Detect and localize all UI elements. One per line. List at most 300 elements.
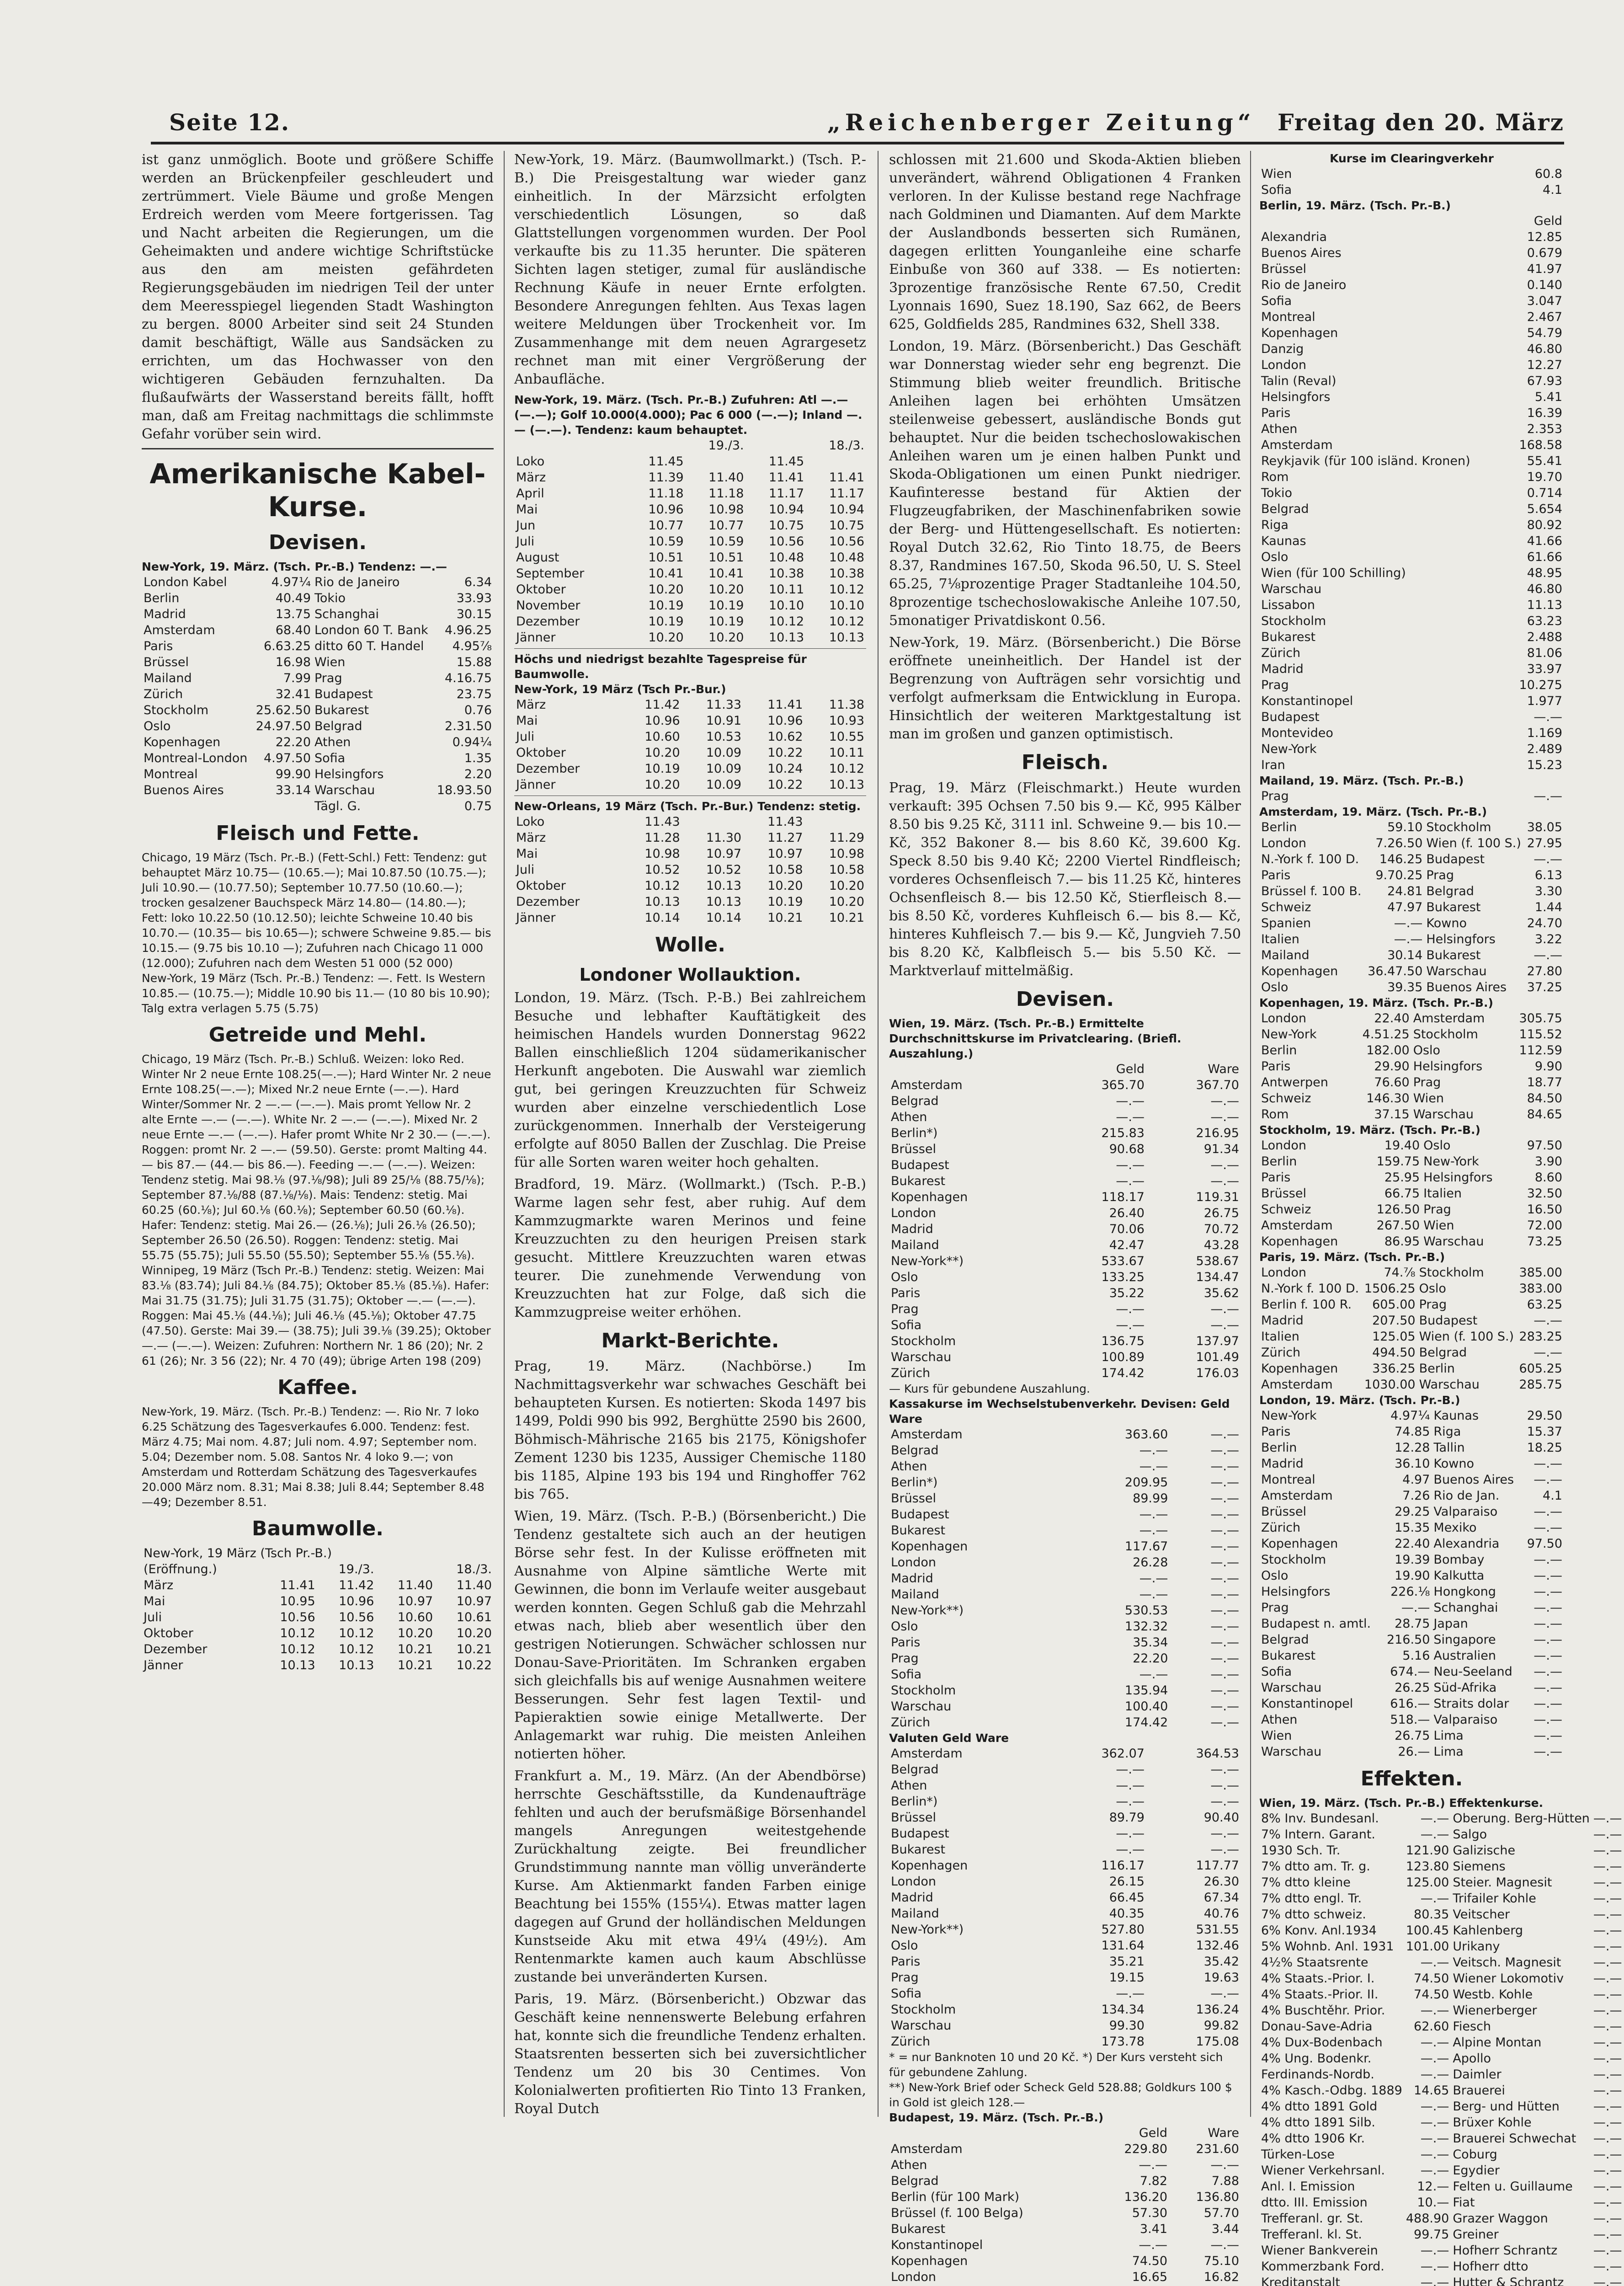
- table-cell: 616.—: [1390, 1697, 1430, 1711]
- table-cell: Madrid: [1261, 1314, 1304, 1328]
- table-cell: Montreal: [1261, 310, 1315, 324]
- table-cell: [686, 454, 746, 470]
- bw-ny-header: New-York, 19. März. (Tsch. Pr.-B.) Zufuhren: Atl —.— (—.—); Golf 10.000(4.000); Pac 6 000 (—.—); Inland —.— (—.—). Tendenz: kaum behauptet.: [514, 393, 863, 437]
- hochst-ny: New-York, 19 März (Tsch Pr.-Bur.): [514, 683, 726, 696]
- table-cell: Lissabon: [1261, 598, 1315, 612]
- col-head: Ware: [1208, 2126, 1239, 2140]
- table-cell: 60.8: [1534, 167, 1562, 181]
- table-cell: 364.53: [1196, 1747, 1239, 1761]
- table-row: [1259, 1616, 1564, 1632]
- table-cell: Süd-Afrika: [1433, 1681, 1497, 1695]
- table-row: [889, 1109, 1241, 1125]
- table-row: [514, 582, 866, 598]
- table-cell: 10.75: [829, 518, 864, 533]
- table-row: [514, 894, 866, 910]
- table-cell: Brüssel: [144, 655, 189, 669]
- table-cell: Wiener Lokomotiv: [1453, 1971, 1564, 1986]
- section-title-baumwolle: Baumwolle.: [252, 1517, 383, 1540]
- table-cell: 6.34: [464, 575, 492, 589]
- table-cell: Stockholm: [1261, 614, 1326, 628]
- table-cell: 531.55: [1196, 1923, 1239, 1937]
- table-cell: Bukarest: [1261, 1649, 1316, 1663]
- table-cell: 0.75: [464, 799, 492, 813]
- table-row: [889, 1586, 1241, 1602]
- table-cell: Galizische: [1453, 1843, 1516, 1858]
- table-cell: —.—: [1593, 2163, 1622, 2178]
- table-cell: 99.90: [275, 767, 311, 781]
- table-cell: —.—: [1533, 1346, 1562, 1360]
- table-cell: —.—: [1593, 1987, 1622, 2002]
- table-cell: 8% Inv. Bundesanl.: [1261, 1811, 1379, 1826]
- table-cell: London: [891, 2270, 936, 2284]
- table-row: [1259, 2243, 1451, 2259]
- table-row: [1259, 1696, 1564, 1712]
- table-cell: Berlin: [1261, 1441, 1297, 1455]
- getreide-chicago: Chicago, 19 März (Tsch. Pr.-B.) Schluß. Weizen: loko Red. Winter Nr 2 neue Ernte 108.25(—.—); Hard Winter Nr. 2 neue Ernte 108.25(—.—); Mixed Nr.2 neue Ernte (—.—). Hard Winter/Sommer Nr. 2 —.— (—.—). Mais promt Yellow Nr. 2 alte Ernte —.— (—.—). White Nr. 2 —.— (—.—). Mixed Nr. 2 neue Ernte —.— (—.—). Hafer promt White Nr 2 30.— (—.—). Roggen: promt Nr. 2 —.— (59.50). Gerste: promt Malting 44.— bis 87.— (44.— bis 86.—). Feeding —.— (—.—). Weizen: Tendenz stetig. Mai 98.⅛ (97.⅛/98); Juli 89 25/⅛ (88.75/⅛); September 87.⅛/88 (87.⅛/⅛). Mais: Tendenz: stetig. Mai 60.25 (60.⅛); Jul 60.⅛ (60.⅛); September 60.50 (60.⅛). Hafer: Tendenz: stetig. Mai 26.— (26.⅛); Juli 26.⅛ (26.50); September 26.50 (26.50). Roggen: Tendenz: stetig. Mai 55.75 (55.75); Juli 55.50 (55.50); September 55.⅛ (55.⅛).: [142, 1052, 491, 1262]
- table-row: [514, 777, 866, 793]
- table-cell: Oslo: [891, 1270, 918, 1284]
- table-row: [514, 630, 866, 646]
- table-cell: Jänner: [144, 1658, 183, 1672]
- table-cell: 14.65: [1414, 2083, 1449, 2098]
- table-cell: —.—: [1210, 1619, 1239, 1634]
- table-cell: 11.39: [648, 470, 684, 485]
- table-cell: —.—: [1401, 1601, 1430, 1615]
- table-cell: Belgrad: [891, 1094, 939, 1108]
- table-cell: Oslo: [1413, 1043, 1441, 1058]
- table-row: [1259, 245, 1564, 261]
- table-row: [889, 1762, 1241, 1778]
- table-cell: 12.85: [1527, 230, 1562, 244]
- table-cell: 10.55: [829, 730, 864, 744]
- table-row: [142, 798, 494, 814]
- table-cell: Wienerberger: [1453, 2003, 1537, 2018]
- table-cell: —.—: [1210, 1302, 1239, 1316]
- table-cell: 10.52: [644, 863, 680, 877]
- table-row: [1259, 1859, 1451, 1875]
- table-row: [889, 1970, 1241, 1986]
- table-cell: —.—: [1210, 1603, 1239, 1618]
- table-row: [889, 1333, 1241, 1349]
- table-cell: 84.65: [1527, 1107, 1562, 1122]
- kopenhagen-header: Kopenhagen, 19. März. (Tsch. Pr.-B.): [1259, 996, 1493, 1009]
- table-cell: —.—: [1593, 2003, 1622, 2018]
- table-cell: —.—: [1593, 2227, 1622, 2242]
- table-cell: Brauerei: [1453, 2083, 1505, 2098]
- table-cell: 10.97: [456, 1594, 492, 1608]
- paris-header: Paris, 19. März. (Tsch. Pr.-B.): [1259, 1250, 1445, 1264]
- table-row: [1259, 261, 1564, 277]
- table-cell: Straits dolar: [1433, 1697, 1509, 1711]
- table-cell: —.—: [1420, 2003, 1449, 2018]
- table-cell: Wiener Bankverein: [1261, 2243, 1378, 2258]
- table-row: [142, 606, 494, 622]
- table-row: [1259, 1584, 1564, 1600]
- table-cell: 136.80: [1196, 2190, 1239, 2204]
- table-row: [1259, 533, 1564, 549]
- table-row: [1259, 1440, 1564, 1456]
- table-cell: 74.50: [1414, 1987, 1449, 2002]
- table-cell: —.—: [1116, 1318, 1145, 1332]
- table-cell: [142, 798, 252, 814]
- table-row: [889, 2269, 1241, 2285]
- table-cell: 100.45: [1406, 1923, 1449, 1938]
- table-cell: Wien: [1261, 1729, 1292, 1743]
- table-cell: —.—: [1210, 1779, 1239, 1793]
- table-row: [1259, 1536, 1564, 1552]
- table-cell: 26.75: [1395, 1729, 1430, 1743]
- table-cell: 207.50: [1372, 1314, 1416, 1328]
- table-cell: Wien: [1261, 167, 1292, 181]
- table-cell: 24.81: [1387, 884, 1423, 898]
- table-cell: Bukarest: [891, 1174, 946, 1188]
- table-cell: —.—: [1139, 2238, 1168, 2252]
- table-cell: 12.—: [1417, 2179, 1449, 2194]
- table-cell: 10.—: [1417, 2195, 1449, 2210]
- table-cell: 10.97: [397, 1594, 433, 1608]
- table-row: [1259, 1712, 1564, 1728]
- table-cell: —.—: [1420, 2147, 1449, 2162]
- table-cell: 40.35: [1109, 1907, 1145, 1921]
- table-row: [1451, 1971, 1624, 1987]
- table-row: [889, 1634, 1241, 1650]
- table-row: [1259, 613, 1564, 629]
- table-cell: Anl. I. Emission: [1261, 2179, 1355, 2194]
- table-cell: 6.13: [1534, 868, 1562, 882]
- table-cell: 10.12: [339, 1626, 374, 1640]
- table-cell: Mai: [516, 847, 538, 861]
- table-cell: Warschau: [891, 1699, 952, 1714]
- table-row: [1259, 2051, 1451, 2067]
- table-row: [1451, 2099, 1624, 2115]
- table-cell: Zürich: [891, 1715, 931, 1730]
- baumwolle-head: (Eröffnung.): [144, 1562, 217, 1576]
- table-cell: 7.99: [283, 671, 311, 685]
- table-cell: 10.19: [708, 598, 744, 613]
- table-cell: Brüssel: [1261, 1505, 1306, 1519]
- table-cell: —.—: [1533, 1473, 1562, 1487]
- table-cell: —.—: [1420, 2243, 1449, 2258]
- table-row: [514, 486, 866, 502]
- table-cell: Jänner: [516, 778, 556, 792]
- table-cell: 7% dtto engl. Tr.: [1261, 1891, 1362, 1906]
- table-cell: 76.60: [1374, 1075, 1410, 1090]
- table-cell: —.—: [1210, 1094, 1239, 1108]
- table-cell: 36.10: [1395, 1457, 1430, 1471]
- table-row: [889, 1269, 1241, 1285]
- table-row: [1451, 2259, 1624, 2275]
- table-row: [1259, 1218, 1564, 1234]
- table-row: [1259, 963, 1564, 979]
- table-row: [889, 1221, 1241, 1237]
- table-row: [514, 550, 866, 566]
- table-row: [1451, 2131, 1624, 2147]
- table-cell: Schweiz: [1261, 1202, 1311, 1217]
- table-cell: 10.12: [644, 879, 680, 893]
- table-cell: [806, 454, 866, 470]
- table-cell: Kopenhagen: [1261, 964, 1338, 978]
- table-cell: 11.29: [829, 831, 864, 845]
- table-cell: —.—: [1533, 1665, 1562, 1679]
- table-cell: Rio de Janeiro: [314, 575, 400, 589]
- table-cell: Bukarest: [1426, 900, 1481, 914]
- table-row: [142, 734, 494, 750]
- table-cell: Zürich: [891, 1366, 931, 1380]
- table-cell: Belgrad: [891, 1443, 939, 1458]
- table-cell: 11.13: [1527, 598, 1562, 612]
- table-cell: Belgrad: [891, 1763, 939, 1777]
- table-cell: 10.61: [456, 1610, 492, 1624]
- table-cell: 10.96: [339, 1594, 374, 1608]
- baumwolle-report: New-York, 19. März. (Baumwollmarkt.) (Tsch. P.-B.) Die Preisgestaltung war wieder ganz einheitlich. In der Märzsicht erfolgten verschiedentlich Lösungen, so daß Glattstellungen vorgenommen wurden. Der Pool verkaufte bis zu 11.35 herunter. Die späteren Sichten lagen stetiger, zumal für ausländische Rechnung Käufe in neuer Ernte erfolgten. Besondere Anregungen fehlten. Aus Texas lagen weitere Meldungen über Trockenheit vor. Im Zusammenhange mit dem neuen Agrargesetz rechnet man mit einer Vergrößerung der Anbaufläche.: [514, 152, 866, 387]
- table-row: [1259, 1520, 1564, 1536]
- table-cell: —.—: [1593, 1907, 1622, 1922]
- table-cell: —.—: [1420, 2035, 1449, 2050]
- table-cell: 22.40: [1395, 1537, 1430, 1551]
- table-cell: 4% Kasch.-Odbg. 1889: [1261, 2083, 1402, 2098]
- table-row: [1259, 1313, 1564, 1329]
- table-cell: —.—: [1420, 2131, 1449, 2146]
- table-row: [142, 686, 494, 702]
- table-cell: Brüssel: [891, 1491, 936, 1506]
- table-cell: 19.40: [1384, 1138, 1420, 1153]
- table-row: [142, 1657, 494, 1673]
- table-cell: Brüssel: [1261, 1186, 1306, 1201]
- table-row: [889, 1650, 1241, 1666]
- table-cell: Mailand: [891, 1238, 939, 1252]
- table-row: [889, 1490, 1241, 1506]
- table-cell: 10.91: [706, 714, 742, 728]
- table-cell: 24.70: [1527, 916, 1562, 930]
- table-cell: Wien: [1413, 1091, 1444, 1106]
- table-row: [1259, 341, 1564, 357]
- table-row: [1259, 1568, 1564, 1584]
- valuten-table: [889, 1746, 1241, 2050]
- table-row: [514, 729, 866, 745]
- table-row: [1259, 389, 1564, 405]
- table-row: [1259, 1424, 1564, 1440]
- table-cell: —.—: [1210, 1683, 1239, 1698]
- table-cell: 11.41: [829, 470, 864, 485]
- table-cell: 11.41: [767, 698, 803, 712]
- table-cell: Amsterdam: [1261, 1489, 1333, 1503]
- table-cell: Amsterdam: [891, 1078, 963, 1092]
- table-cell: New-York: [1423, 1154, 1479, 1169]
- column-4: [1259, 151, 1622, 2286]
- table-cell: Berlin f. 100 R.: [1261, 1298, 1352, 1312]
- table-cell: 10.20: [829, 879, 864, 893]
- table-row: [889, 1317, 1241, 1333]
- table-row: [1259, 2227, 1451, 2243]
- table-row: [889, 1301, 1241, 1317]
- table-cell: Kommerzbank Ford.: [1261, 2259, 1384, 2274]
- table-row: [889, 2018, 1241, 2034]
- table-cell: Kopenhagen: [1261, 326, 1338, 340]
- table-cell: 74.50: [1132, 2254, 1168, 2268]
- table-row: [1259, 309, 1564, 325]
- table-cell: Paris: [891, 1286, 921, 1300]
- table-row: [889, 2205, 1241, 2221]
- table-row: [889, 1874, 1241, 1890]
- table-row: [889, 1890, 1241, 1906]
- table-cell: Valparaiso: [1433, 1713, 1498, 1727]
- amsterdam-header: Amsterdam, 19. März. (Tsch. Pr.-B.): [1259, 805, 1487, 818]
- table-cell: Athen: [1261, 422, 1298, 436]
- table-cell: —.—: [1116, 1987, 1145, 2001]
- table-cell: —.—: [1593, 2019, 1622, 2034]
- table-row: [889, 1906, 1241, 1922]
- table-row: [1259, 2115, 1451, 2131]
- table-cell: 4.97: [1402, 1473, 1430, 1487]
- berlin-table: [1259, 213, 1564, 773]
- table-cell: Kaunas: [1261, 534, 1306, 548]
- table-row: [1451, 1843, 1624, 1859]
- table-cell: 2.488: [1527, 630, 1562, 644]
- table-cell: Apollo: [1453, 2051, 1491, 2066]
- table-cell: 27.95: [1527, 836, 1562, 850]
- table-cell: —.—: [1210, 1459, 1239, 1474]
- table-cell: 10.53: [706, 730, 742, 744]
- table-cell: —.—: [1593, 1811, 1622, 1826]
- table-cell: 16.65: [1132, 2270, 1168, 2284]
- table-cell: —.—: [1533, 1617, 1562, 1631]
- table-row: [514, 502, 866, 518]
- table-cell: 216.50: [1386, 1633, 1430, 1647]
- table-cell: Fiesch: [1453, 2019, 1491, 2034]
- table-row: [1259, 2195, 1451, 2211]
- table-cell: 61.66: [1527, 550, 1562, 564]
- table-cell: Juli: [144, 1610, 162, 1624]
- table-cell: Dezember: [144, 1642, 208, 1656]
- wolle-london: London, 19. März. (Tsch. P.-B.) Bei zahlreichem Besuche und lebhafter Kauftätigkeit des heimischen Handels wurden Donnerstag 9622 Ballen einschließlich 1204 südamerikanischer Herkunft angeboten. Die Auswahl war ziemlich gut, bei geringen Kreuzzuchten für Schweiz wurden aber einzelne verschiedentlich Lose zurückgenommen. Innerhalb der Versteigerung erfolgte auf 8050 Ballen der Zuschlag. Die Preise für alle Sorten waren weiter hoch gehalten.: [514, 990, 866, 1170]
- table-cell: Hofherr dtto: [1453, 2259, 1528, 2274]
- table-cell: Buenos Aires: [1261, 246, 1342, 260]
- table-cell: Oslo: [891, 1619, 918, 1634]
- hochst-header: Höchs und niedrigst bezahlte Tagespreise für Baumwolle.: [514, 652, 807, 681]
- table-cell: 5% Wohnb. Anl. 1931: [1261, 1939, 1394, 1954]
- table-cell: Bukarest: [891, 1523, 946, 1538]
- table-cell: 10.77: [648, 518, 684, 533]
- table-row: [1259, 1265, 1564, 1281]
- table-cell: Veitscher: [1453, 1907, 1510, 1922]
- table-cell: 16.50: [1527, 1202, 1562, 1217]
- table-cell: —.—: [1210, 1507, 1239, 1522]
- table-cell: 226.⅛: [1390, 1585, 1430, 1599]
- table-cell: 15.35: [1395, 1521, 1430, 1535]
- table-cell: 3.90: [1534, 1154, 1562, 1169]
- table-cell: 118.17: [1101, 1190, 1145, 1204]
- table-row: [142, 1641, 494, 1657]
- table-cell: 32.50: [1527, 1186, 1562, 1201]
- table-row: [514, 713, 866, 729]
- table-cell: —.—: [1420, 2275, 1449, 2286]
- table-cell: 59.10: [1387, 820, 1423, 834]
- table-row: [889, 1125, 1241, 1141]
- table-cell: Italien: [1261, 1330, 1299, 1344]
- table-cell: 10.41: [648, 566, 684, 581]
- table-row: [1259, 1955, 1451, 1971]
- table-cell: 89.79: [1109, 1811, 1145, 1825]
- table-cell: London: [1261, 1266, 1306, 1280]
- table-cell: Paris: [1261, 868, 1291, 882]
- london-header: London, 19. März. (Tsch. Pr.-B.): [1259, 1394, 1460, 1407]
- table-cell: Warschau: [1419, 1378, 1480, 1392]
- table-cell: Japan: [1433, 1617, 1468, 1631]
- table-cell: 10.20: [648, 630, 684, 645]
- table-cell: 605.25: [1519, 1362, 1562, 1376]
- effekten-left-table: [1259, 1811, 1451, 2286]
- table-cell: —.—: [1116, 1094, 1145, 1108]
- table-cell: Sofia: [1261, 1665, 1292, 1679]
- valuten-note: * = nur Banknoten 10 und 20 Kč. *) Der Kurs versteht sich für gebundene Zahlung.: [889, 2051, 1223, 2079]
- table-row: [889, 1538, 1241, 1554]
- page-number: Seite 12.: [169, 109, 290, 136]
- table-cell: 133.25: [1101, 1270, 1145, 1284]
- table-cell: 26.28: [1133, 1555, 1168, 1570]
- table-cell: 80.35: [1414, 1907, 1449, 1922]
- table-cell: Mailand: [144, 671, 192, 685]
- table-cell: 533.67: [1101, 1254, 1145, 1268]
- table-row: [142, 622, 494, 638]
- table-cell: 10.51: [648, 550, 684, 565]
- table-cell: 367.70: [1196, 1078, 1239, 1092]
- table-cell: —.—: [1210, 1110, 1239, 1124]
- table-cell: —.—: [1593, 2035, 1622, 2050]
- table-row: [889, 1922, 1241, 1938]
- col-head: 19./3.: [708, 438, 744, 453]
- table-cell: August: [516, 550, 559, 565]
- table-cell: Brüssel f. 100 B.: [1261, 884, 1362, 898]
- table-cell: 173.78: [1101, 2035, 1145, 2049]
- table-cell: Talin (Reval): [1261, 374, 1336, 388]
- table-cell: 4% Buschtěhr. Prior.: [1261, 2003, 1385, 2018]
- table-cell: —.—: [1210, 1523, 1239, 1538]
- table-cell: 89.99: [1133, 1491, 1168, 1506]
- table-cell: 132.32: [1124, 1619, 1168, 1634]
- table-cell: 10.56: [768, 534, 804, 549]
- section-title-markt: Markt-Berichte.: [601, 1329, 779, 1352]
- table-cell: Paris: [144, 639, 173, 653]
- table-cell: —.—: [1210, 1795, 1239, 1809]
- table-cell: Prag: [891, 1971, 919, 1985]
- table-cell: 26.25: [1395, 1681, 1430, 1695]
- table-row: [889, 1349, 1241, 1365]
- table-cell: —.—: [1593, 1939, 1622, 1954]
- table-cell: 11.30: [706, 831, 742, 845]
- table-cell: 1.44: [1534, 900, 1562, 914]
- section-title-kabel: Amerikanische Kabel-Kurse.: [149, 458, 486, 523]
- table-cell: 11.17: [829, 486, 864, 501]
- table-cell: —.—: [1210, 1427, 1239, 1442]
- table-cell: 125.00: [1406, 1875, 1449, 1890]
- table-cell: Budapest: [1261, 710, 1320, 724]
- table-cell: New-York: [1261, 1027, 1317, 1042]
- table-cell: —.—: [1210, 1475, 1239, 1490]
- table-cell: 10.20: [644, 746, 680, 760]
- table-cell: 137.97: [1196, 1334, 1239, 1348]
- table-row: [889, 1794, 1241, 1810]
- table-row: [1259, 1106, 1564, 1122]
- table-row: [1451, 1811, 1624, 1827]
- table-cell: Berg- und Hütten: [1453, 2099, 1560, 2114]
- table-cell: 385.00: [1519, 1266, 1562, 1280]
- table-cell: Oslo: [1261, 980, 1289, 994]
- table-row: [1259, 1664, 1564, 1680]
- table-cell: Warschau: [1261, 1681, 1322, 1695]
- table-cell: Riga: [1261, 518, 1289, 532]
- getreide-winnipeg: Winnipeg, 19 März (Tsch Pr.-B.) Tendenz: stetig. Weizen: Mai 83.⅛ (83.74); Juli 84.⅛ (84.75); Oktober 85.⅛ (85.⅛). Hafer: Mai 31.75 (31.75); Juli 31.75 (31.75); Oktober —.— (—.—). Roggen: Mai 45.⅛ (44.⅛); Juli 46.⅛ (45.⅛); Oktober 47.75 (47.50). Gerste: Mai 39.— (38.75); Juli 39.⅛ (39.25); Oktober —.— (—.—). Weizen: Zufuhren: Northern Nr. 1 86 (20); Nr. 2 61 (26); Nr. 3 56 (22); Nr. 4 70 (49); übrige Arten 198 (209): [142, 1264, 491, 1367]
- table-row: [1259, 1907, 1451, 1923]
